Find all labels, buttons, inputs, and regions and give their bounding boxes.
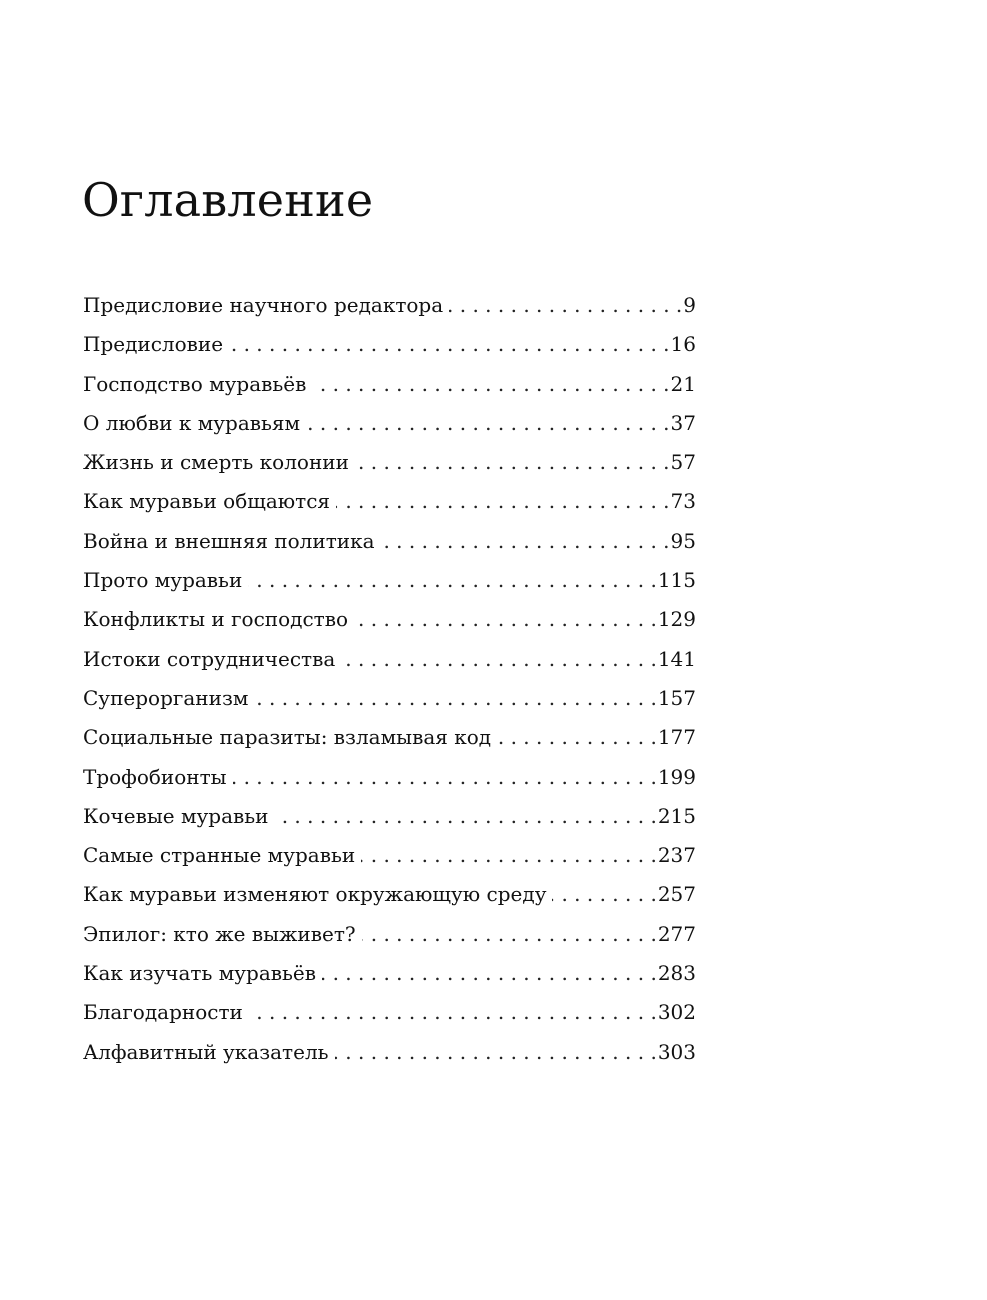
dot-leader [497, 718, 657, 757]
toc-page-number: 157 [657, 685, 696, 710]
dot-leader [341, 640, 657, 679]
toc-entry [83, 561, 696, 600]
toc-entry [83, 875, 696, 914]
toc-entry [83, 286, 696, 325]
toc-entry-title: Социальные паразиты: взламывая код [83, 725, 492, 750]
toc-entry-title: Как муравьи общаются [83, 489, 331, 514]
table-of-contents [83, 286, 696, 1072]
toc-entry-title: Эпилог: кто же выживет? [83, 921, 356, 946]
toc-entry [83, 522, 696, 561]
dot-leader [354, 600, 657, 639]
dot-leader [249, 993, 657, 1032]
dot-leader [381, 522, 670, 561]
toc-entry-title: Конфликты и господство [83, 607, 349, 632]
toc-page-number: 21 [670, 371, 696, 396]
toc-entry-title: Благодарности [83, 1000, 243, 1025]
dot-leader [336, 482, 670, 521]
toc-entry-title: Война и внешняя политика [83, 528, 375, 553]
dot-leader [248, 561, 657, 600]
toc-entry-title: Алфавитный указатель [83, 1039, 329, 1064]
toc-page-number: 95 [670, 528, 696, 553]
dot-leader [362, 915, 657, 954]
toc-entry [83, 365, 696, 404]
toc-entry-title: О любви к муравьям [83, 410, 301, 435]
toc-page-number: 277 [657, 921, 696, 946]
toc-entry [83, 482, 696, 521]
toc-entry [83, 758, 696, 797]
dot-leader [233, 758, 657, 797]
toc-entry-title: Предисловие [83, 332, 224, 357]
dot-leader [322, 954, 657, 993]
toc-page-number: 257 [657, 882, 696, 907]
dot-leader [229, 325, 669, 364]
toc-entry [83, 797, 696, 836]
toc-page-number: 73 [670, 489, 696, 514]
dot-leader [306, 404, 669, 443]
dot-leader [254, 679, 656, 718]
toc-page-number: 177 [657, 725, 696, 750]
page-title: Оглавление [82, 173, 374, 227]
toc-entry [83, 443, 696, 482]
dot-leader [312, 365, 669, 404]
dot-leader [552, 875, 656, 914]
toc-entry-title: Истоки сотрудничества [83, 646, 336, 671]
toc-entry [83, 679, 696, 718]
toc-entry-title: Жизнь и смерть колонии [83, 450, 349, 475]
toc-entry [83, 640, 696, 679]
toc-entry [83, 915, 696, 954]
toc-page-number: 237 [657, 843, 696, 868]
toc-page-number: 141 [657, 646, 696, 671]
toc-entry [83, 404, 696, 443]
toc-entry-title: Как муравьи изменяют окружающую среду [83, 882, 547, 907]
toc-entry [83, 954, 696, 993]
dot-leader [361, 836, 657, 875]
toc-entry [83, 836, 696, 875]
toc-entry [83, 718, 696, 757]
dot-leader [335, 1033, 657, 1072]
toc-page-number: 303 [657, 1039, 696, 1064]
toc-entry-title: Кочевые муравьи [83, 803, 269, 828]
toc-page-number: 283 [657, 961, 696, 986]
toc-page-number: 129 [657, 607, 696, 632]
toc-page-number: 16 [670, 332, 696, 357]
toc-entry-title: Суперорганизм [83, 685, 249, 710]
toc-entry [83, 993, 696, 1032]
toc-page-number: 37 [670, 410, 696, 435]
toc-entry [83, 325, 696, 364]
toc-entry [83, 1033, 696, 1072]
toc-page-number: 215 [657, 803, 696, 828]
toc-entry-title: Как изучать муравьёв [83, 961, 317, 986]
toc-entry-title: Прото муравьи [83, 568, 243, 593]
dot-leader [449, 286, 682, 325]
toc-entry-title: Самые странные муравьи [83, 843, 356, 868]
toc-page-number: 302 [657, 1000, 696, 1025]
toc-page-number: 57 [670, 450, 696, 475]
toc-entry-title: Предисловие научного редактора [83, 293, 444, 317]
toc-entry [83, 600, 696, 639]
toc-entry-title: Трофобионты [83, 764, 227, 789]
toc-page-number: 115 [657, 568, 696, 593]
toc-entry-title: Господство муравьёв [83, 371, 307, 396]
dot-leader [274, 797, 656, 836]
toc-page-number: 9 [683, 293, 696, 317]
toc-page-number: 199 [657, 764, 696, 789]
dot-leader [355, 443, 670, 482]
